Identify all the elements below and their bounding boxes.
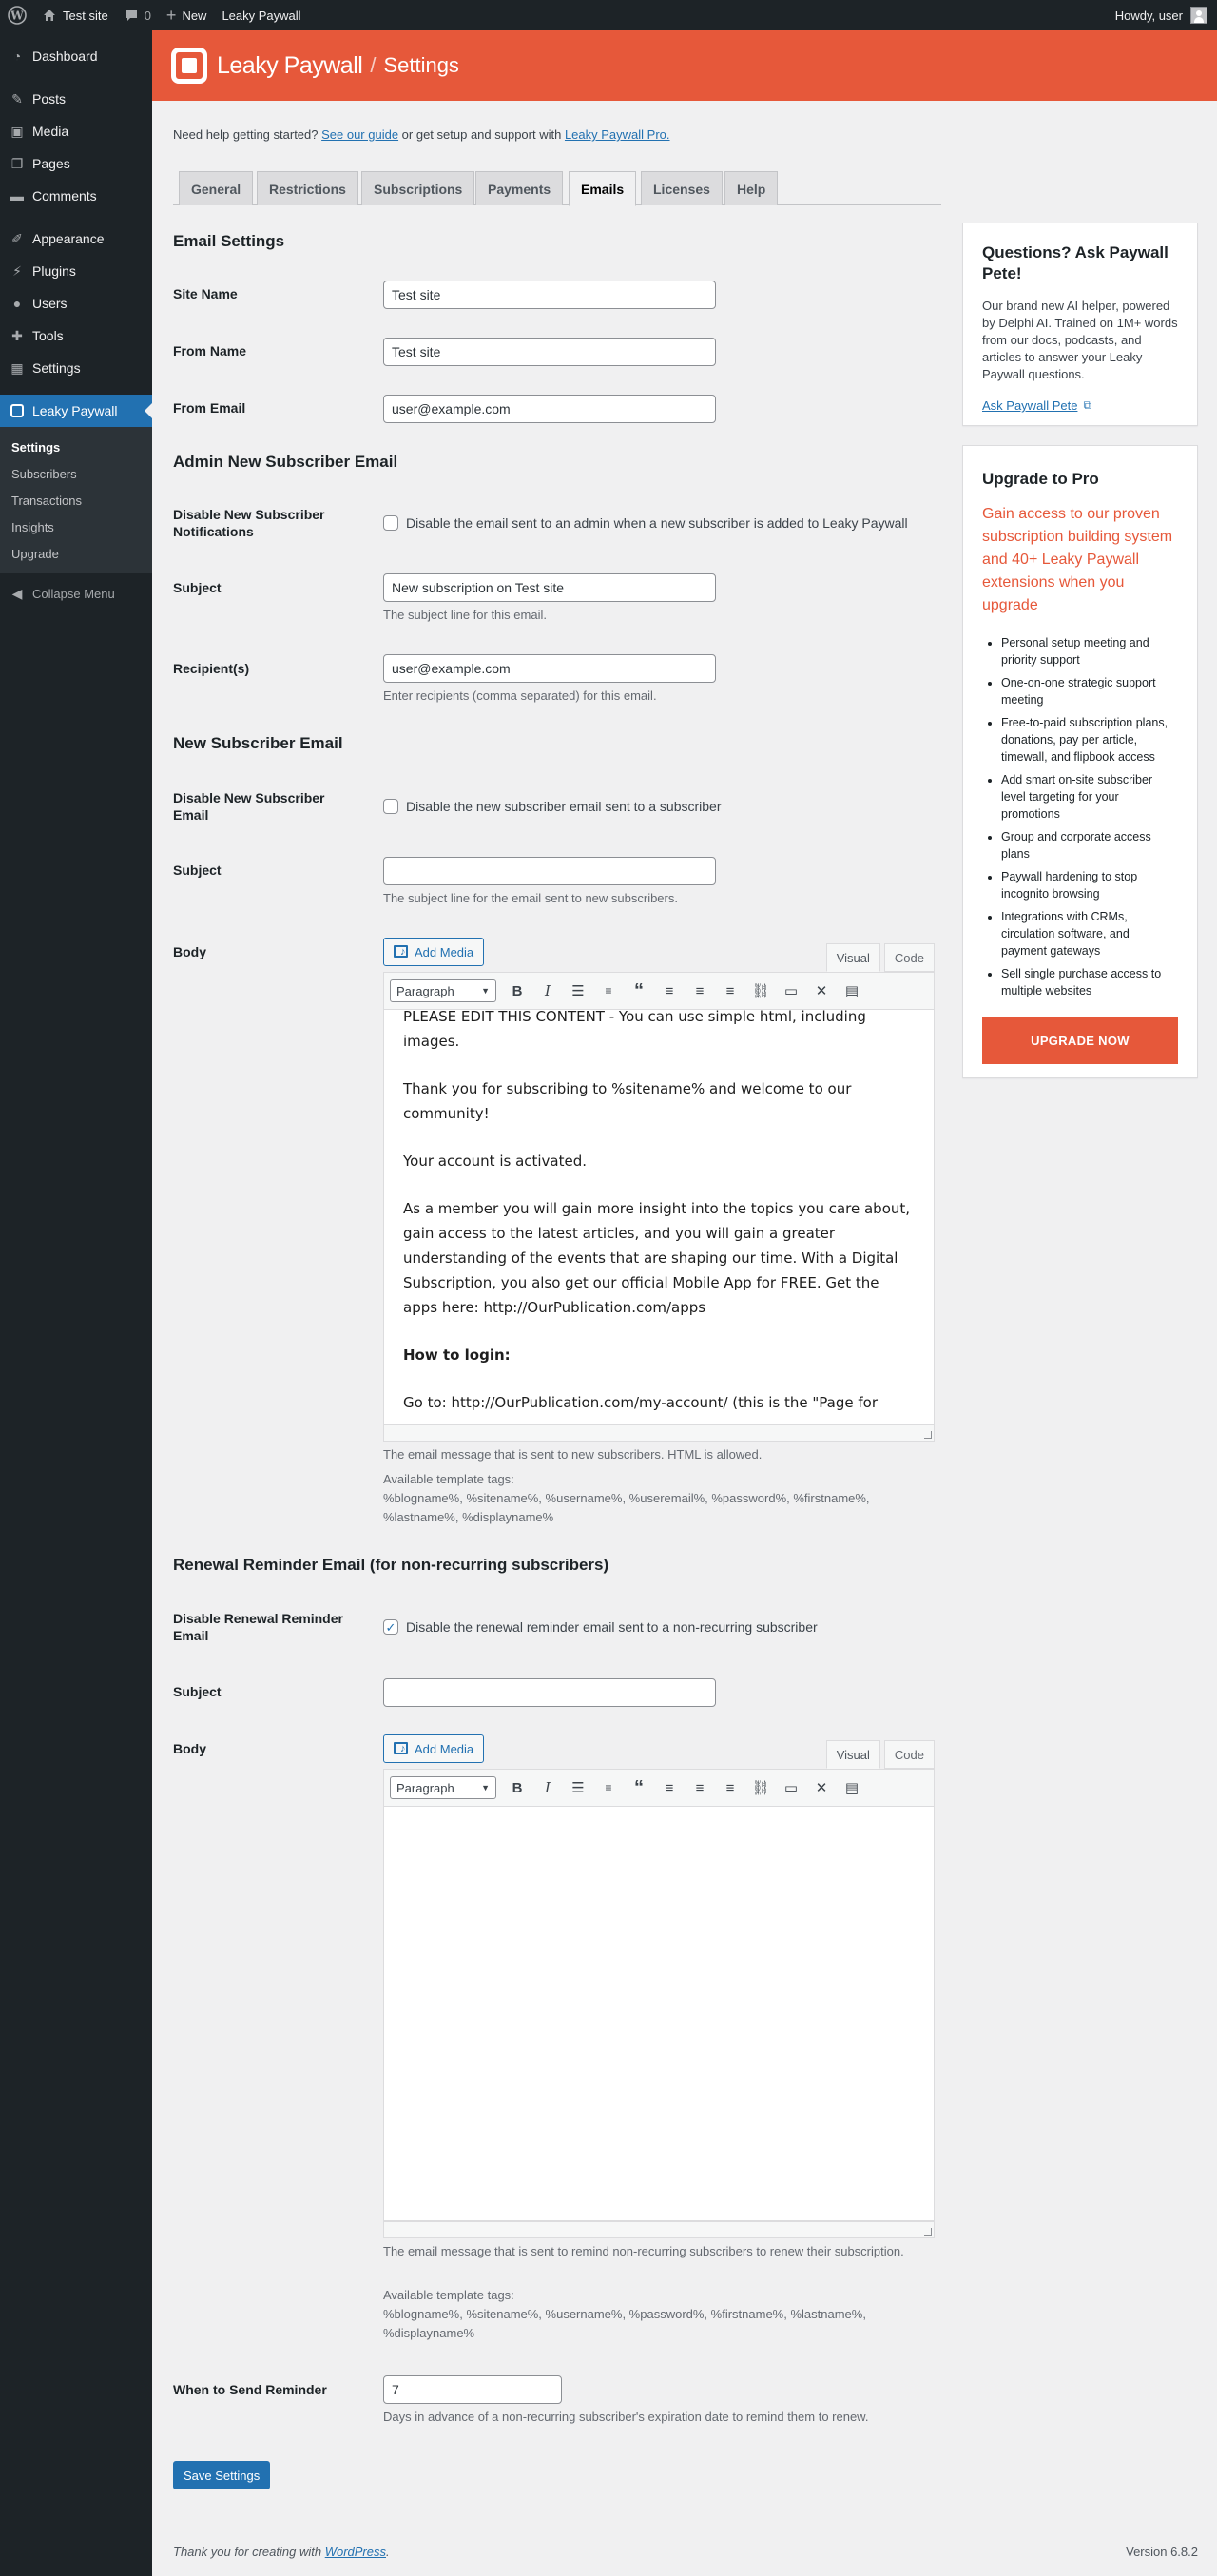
- when-to-send-input[interactable]: 7: [383, 2375, 562, 2404]
- add-media-label: Add Media: [415, 944, 474, 959]
- editor-mode-tabs: [826, 1740, 935, 1769]
- from-name-input[interactable]: Test site: [383, 338, 716, 366]
- tab-emails[interactable]: Emails: [569, 171, 636, 206]
- renewal-tags-title: Available template tags:: [383, 2288, 514, 2302]
- chevron-down-icon: ▼: [481, 986, 490, 996]
- footer-thanks-suffix: .: [386, 2545, 390, 2559]
- current-menu-arrow: [145, 403, 152, 418]
- footer-thanks: [173, 2545, 390, 2559]
- sidebar-item-label: Tools: [32, 328, 64, 343]
- italic-icon[interactable]: I: [545, 1779, 551, 1796]
- email-settings-heading: Email Settings: [173, 232, 285, 250]
- numbered-list-icon[interactable]: ≡: [605, 984, 612, 997]
- resize-handle[interactable]: [924, 1431, 932, 1439]
- collapse-menu-button[interactable]: [0, 577, 152, 610]
- sidebar-item-users[interactable]: [0, 287, 152, 320]
- external-link-icon: ⧉: [1083, 398, 1092, 412]
- leaky-paywall-logo-icon: [171, 48, 207, 84]
- add-media-icon: [394, 945, 409, 959]
- disable-renewal-row: [383, 1619, 818, 1635]
- ask-paywall-pete-link[interactable]: Ask Paywall Pete: [982, 398, 1078, 413]
- align-center-icon[interactable]: ≡: [695, 1779, 705, 1796]
- template-tags-title: Available template tags:: [383, 1472, 514, 1486]
- comment-icon: ▬: [10, 188, 24, 203]
- upgrade-now-button[interactable]: UPGRADE NOW: [982, 1017, 1178, 1064]
- help-line: [173, 127, 670, 142]
- recipients-input[interactable]: user@example.com: [383, 654, 716, 683]
- settings-tabs: [173, 165, 941, 205]
- sidebar-item-posts[interactable]: [0, 83, 152, 115]
- pro-link[interactable]: Leaky Paywall Pro.: [564, 127, 670, 142]
- bold-icon[interactable]: B: [512, 982, 523, 999]
- submenu-item-subscribers[interactable]: Subscribers: [11, 466, 77, 481]
- link-icon[interactable]: ⛓: [751, 983, 770, 999]
- my-account-menu[interactable]: [1115, 7, 1217, 24]
- sidebar-item-label: Leaky Paywall: [32, 403, 118, 418]
- admin-sidebar: [0, 30, 152, 2576]
- blockquote-icon[interactable]: “: [634, 1776, 644, 1798]
- renewal-body-desc: The email message that is sent to remind non-recurring subscribers to renew their subscription.: [383, 2244, 904, 2258]
- new-content-link[interactable]: [159, 0, 215, 30]
- svg-text:W: W: [10, 9, 24, 23]
- pro-feature: • One-on-one strategic support meeting: [1001, 674, 1178, 708]
- save-settings-button[interactable]: Save Settings: [173, 2461, 270, 2489]
- admin-subject-input[interactable]: New subscription on Test site: [383, 573, 716, 602]
- template-tags-list: %blogname%, %sitename%, %username%, %useremail%, %password%, %firstname%, %lastname%, %displayname%: [383, 1491, 870, 1524]
- fullscreen-icon[interactable]: ✕: [815, 983, 828, 999]
- wp-version: Version 6.8.2: [1126, 2545, 1198, 2559]
- editor-toolbar: [383, 1769, 935, 1807]
- collapse-icon: ◀: [11, 585, 23, 601]
- avatar: [1190, 7, 1207, 24]
- sidebar-item-label: Plugins: [32, 263, 76, 279]
- tab-payments[interactable]: Payments: [475, 171, 563, 205]
- new-subscriber-subject-desc: The subject line for the email sent to new subscribers.: [383, 891, 678, 905]
- media-icon: ▣: [10, 123, 24, 139]
- disable-new-subscriber-checkbox[interactable]: [383, 799, 398, 814]
- new-subscriber-body-editor[interactable]: [383, 1010, 935, 1424]
- pro-feature: • Group and corporate access plans: [1001, 828, 1178, 862]
- disable-admin-notifications-text: Disable the email sent to an admin when a new subscriber is added to Leaky Paywall: [406, 515, 908, 531]
- format-select-value: Paragraph: [396, 1780, 454, 1795]
- body-paragraph: How to login:: [403, 1346, 511, 1364]
- footer-thanks-prefix: Thank you for creating with: [173, 2545, 325, 2559]
- pro-feature: • Integrations with CRMs, circulation software, and payment gateways: [1001, 908, 1178, 959]
- disable-admin-notifications-label: Disable New Subscriber Notifications: [173, 507, 325, 539]
- pro-card-lead: Gain access to our proven subscription building system and 40+ Leaky Paywall extensions when you upgrade: [982, 506, 1173, 613]
- visual-tab[interactable]: Visual: [826, 1740, 880, 1769]
- tab-help[interactable]: Help: [724, 171, 778, 205]
- recipients-desc: Enter recipients (comma separated) for this email.: [383, 688, 657, 703]
- body-paragraph: Thank you for subscribing to %sitename% and welcome to our community!: [403, 1080, 852, 1122]
- body-paragraph: As a member you will gain more insight into the topics you care about, gain access to the latest articles, and you will gain a greater understanding of the events that are shaping our time. With a Digital Subscription, you also get our official Mobile App for FREE. Get the apps here: http://OurPublication.com/apps: [403, 1200, 911, 1316]
- sidebar-item-label: Appearance: [32, 231, 105, 246]
- help-prefix: Need help getting started?: [173, 127, 322, 142]
- site-name-label: Site Name: [173, 286, 238, 301]
- body-paragraph: PLEASE EDIT THIS CONTENT - You can use simple html, including images.: [403, 1010, 866, 1050]
- pro-card-title: Upgrade to Pro: [982, 470, 1099, 488]
- brush-icon: ✐: [11, 230, 23, 246]
- help-middle: or get setup and support with: [398, 127, 565, 142]
- pages-icon: ❐: [10, 155, 24, 171]
- blockquote-icon[interactable]: “: [634, 979, 644, 1001]
- wordpress-link[interactable]: WordPress: [324, 2545, 386, 2559]
- align-center-icon[interactable]: ≡: [695, 982, 705, 999]
- sidebar-item-label: Dashboard: [32, 48, 98, 64]
- comment-icon: [124, 8, 139, 23]
- submenu-item-insights[interactable]: Insights: [11, 519, 54, 534]
- recipients-label: Recipient(s): [173, 661, 250, 676]
- format-select[interactable]: [390, 979, 496, 1002]
- editor-statusbar: [383, 2221, 935, 2238]
- new-subscriber-editor: [383, 938, 935, 1411]
- admin-footer: [173, 2545, 1198, 2559]
- pro-feature: • Sell single purchase access to multiple websites: [1001, 965, 1178, 999]
- align-right-icon[interactable]: ≡: [725, 1779, 735, 1796]
- from-email-label: From Email: [173, 400, 246, 416]
- bullet-list-icon[interactable]: ☰: [571, 1780, 585, 1796]
- page-title: Settings: [383, 53, 459, 77]
- pro-feature: • Paywall hardening to stop incognito browsing: [1001, 868, 1178, 902]
- sidebar-item-label: Settings: [32, 360, 81, 376]
- chevron-down-icon: ▼: [481, 1783, 490, 1792]
- renewal-body-editor[interactable]: [383, 1807, 935, 2221]
- new-subscriber-body-content: [403, 1010, 917, 1424]
- code-tab[interactable]: Code: [884, 1740, 935, 1769]
- numbered-list-icon[interactable]: ≡: [605, 1781, 612, 1794]
- sidebar-item-tools[interactable]: [0, 320, 152, 352]
- bullet-list-icon[interactable]: ☰: [571, 983, 585, 999]
- comments-count: 0: [144, 8, 151, 23]
- pro-feature: • Free-to-paid subscription plans, donations, pay per article, timewall, and flipbook access: [1001, 714, 1178, 765]
- new-subscriber-subject-input[interactable]: [383, 857, 716, 885]
- sidebar-item-settings[interactable]: [0, 352, 152, 384]
- disable-renewal-label: Disable Renewal Reminder Email: [173, 1611, 343, 1643]
- toolbar-toggle-icon[interactable]: ▤: [844, 983, 860, 999]
- visual-tab[interactable]: Visual: [826, 943, 880, 972]
- new-subscriber-body-label: Body: [173, 944, 206, 959]
- align-left-icon[interactable]: ≡: [665, 1779, 674, 1796]
- wrench-icon: ✚: [11, 327, 23, 343]
- new-subscriber-subject-label: Subject: [173, 862, 222, 878]
- renewal-body-label: Body: [173, 1741, 206, 1756]
- editor-toolbar: [383, 972, 935, 1010]
- link-icon[interactable]: ⛓: [751, 1780, 770, 1796]
- italic-icon[interactable]: I: [545, 982, 551, 999]
- disable-renewal-text: Disable the renewal reminder email sent to a non-recurring subscriber: [406, 1619, 818, 1635]
- submenu-item-upgrade[interactable]: Upgrade: [11, 546, 59, 561]
- tab-general[interactable]: General: [179, 171, 253, 205]
- sidebar-item-dashboard[interactable]: [0, 40, 152, 72]
- body-paragraph: Go to: http://OurPublication.com/my-account/ (this is the "Page for: [403, 1394, 879, 1411]
- users-icon: ●: [12, 296, 22, 311]
- sidebar-item-label: Pages: [32, 156, 70, 171]
- howdy-label: Howdy, user: [1114, 8, 1183, 23]
- add-media-icon: [394, 1742, 409, 1755]
- pro-feature: • Personal setup meeting and priority support: [1001, 634, 1178, 668]
- format-select-value: Paragraph: [396, 983, 454, 998]
- code-tab[interactable]: Code: [884, 943, 935, 972]
- renewal-tags-list: %blogname%, %sitename%, %username%, %password%, %firstname%, %lastname%, %displayname%: [383, 2307, 866, 2340]
- submenu-item-settings[interactable]: Settings: [11, 439, 61, 455]
- read-more-icon[interactable]: ▭: [783, 1780, 799, 1796]
- sidebar-item-comments[interactable]: [0, 180, 152, 212]
- sidebar-item-label: Comments: [32, 188, 97, 203]
- editor-mode-tabs: [826, 943, 935, 972]
- collapse-menu-label: Collapse Menu: [32, 586, 115, 601]
- resize-handle[interactable]: [924, 2228, 932, 2236]
- leaky-paywall-adminbar-link[interactable]: [214, 0, 308, 30]
- renewal-editor: [383, 1734, 935, 2162]
- pro-feature: • Add smart on-site subscriber level targeting for your promotions: [1001, 771, 1178, 823]
- tab-licenses[interactable]: Licenses: [641, 171, 723, 205]
- align-right-icon[interactable]: ≡: [725, 982, 735, 999]
- sidebar-item-leaky-paywall[interactable]: [0, 395, 152, 427]
- leaky-paywall-submenu: [0, 427, 152, 573]
- when-to-send-label: When to Send Reminder: [173, 2382, 327, 2397]
- disable-admin-notifications-row: [383, 515, 908, 531]
- header-separator: /: [370, 53, 377, 77]
- ask-card-title: Questions? Ask Paywall Pete!: [982, 243, 1169, 282]
- format-select[interactable]: [390, 1776, 496, 1799]
- leaky-paywall-adminbar-label: Leaky Paywall: [222, 8, 301, 23]
- sidebar-item-media[interactable]: [0, 115, 152, 147]
- toolbar-toggle-icon[interactable]: ▤: [844, 1780, 860, 1796]
- plug-icon: ⚡: [12, 262, 22, 279]
- align-left-icon[interactable]: ≡: [665, 982, 674, 999]
- pin-icon: ✎: [11, 90, 23, 107]
- bold-icon[interactable]: B: [512, 1779, 523, 1796]
- new-subscriber-body-desc: The email message that is sent to new subscribers. HTML is allowed.: [383, 1447, 763, 1462]
- disable-renewal-checkbox[interactable]: ✓: [383, 1619, 398, 1635]
- ask-card-body: Our brand new AI helper, powered by Delphi AI. Trained on 1M+ words from our docs, podcasts, and articles to answer your Leaky Paywall questions.: [982, 299, 1178, 381]
- admin-bar: [0, 0, 1217, 30]
- admin-subject-label: Subject: [173, 580, 222, 595]
- home-icon: [42, 8, 57, 23]
- plugin-brand: Leaky Paywall: [217, 51, 363, 79]
- pro-feature-list: [982, 634, 1178, 999]
- plus-icon: +: [165, 5, 177, 25]
- plugin-header: [152, 30, 1217, 101]
- tab-subscriptions[interactable]: Subscriptions: [361, 171, 474, 205]
- leaky-paywall-icon: [10, 403, 25, 418]
- wordpress-icon: [8, 6, 27, 25]
- disable-admin-notifications-checkbox[interactable]: [383, 515, 398, 531]
- ask-paywall-pete-card: [962, 223, 1198, 426]
- sidebar-item-pages[interactable]: [0, 147, 152, 180]
- renewal-subject-input[interactable]: [383, 1678, 716, 1707]
- read-more-icon[interactable]: ▭: [783, 983, 799, 999]
- submenu-item-transactions[interactable]: Transactions: [11, 493, 82, 508]
- new-subscriber-heading: New Subscriber Email: [173, 734, 343, 752]
- admin-subject-desc: The subject line for this email.: [383, 608, 547, 622]
- from-name-label: From Name: [173, 343, 247, 358]
- site-name-link[interactable]: [34, 0, 116, 30]
- renewal-subject-label: Subject: [173, 1684, 222, 1699]
- sidebar-item-label: Users: [32, 296, 68, 311]
- guide-link[interactable]: See our guide: [321, 127, 399, 142]
- add-media-label: Add Media: [415, 1741, 474, 1756]
- sidebar-item-label: Posts: [32, 91, 67, 107]
- sidebar-item-label: Media: [32, 124, 69, 139]
- disable-new-subscriber-row: [383, 799, 722, 814]
- dashboard-icon: ◔: [12, 48, 22, 64]
- site-name-label: Test site: [63, 8, 108, 23]
- tab-restrictions[interactable]: Restrictions: [257, 171, 358, 205]
- new-label: New: [182, 8, 207, 23]
- site-name-input[interactable]: Test site: [383, 281, 716, 309]
- body-paragraph: Your account is activated.: [403, 1152, 588, 1170]
- renewal-reminder-heading: Renewal Reminder Email (for non-recurring subscribers): [173, 1556, 609, 1574]
- fullscreen-icon[interactable]: ✕: [815, 1780, 828, 1796]
- add-media-button[interactable]: [383, 938, 484, 966]
- wordpress-logo-button[interactable]: [0, 0, 34, 30]
- when-to-send-desc: Days in advance of a non-recurring subscriber's expiration date to remind them to renew.: [383, 2410, 869, 2424]
- from-email-input[interactable]: user@example.com: [383, 395, 716, 423]
- comments-link[interactable]: [116, 0, 159, 30]
- disable-new-subscriber-text: Disable the new subscriber email sent to a subscriber: [406, 799, 722, 814]
- editor-statusbar: [383, 1424, 935, 1442]
- admin-new-subscriber-heading: Admin New Subscriber Email: [173, 453, 398, 471]
- disable-new-subscriber-label: Disable New Subscriber Email: [173, 790, 325, 823]
- sidebar-item-appearance[interactable]: [0, 223, 152, 255]
- add-media-button[interactable]: [383, 1734, 484, 1763]
- sidebar-item-plugins[interactable]: [0, 255, 152, 287]
- upgrade-pro-card: [962, 445, 1198, 1078]
- settings-icon: ▦: [10, 359, 24, 376]
